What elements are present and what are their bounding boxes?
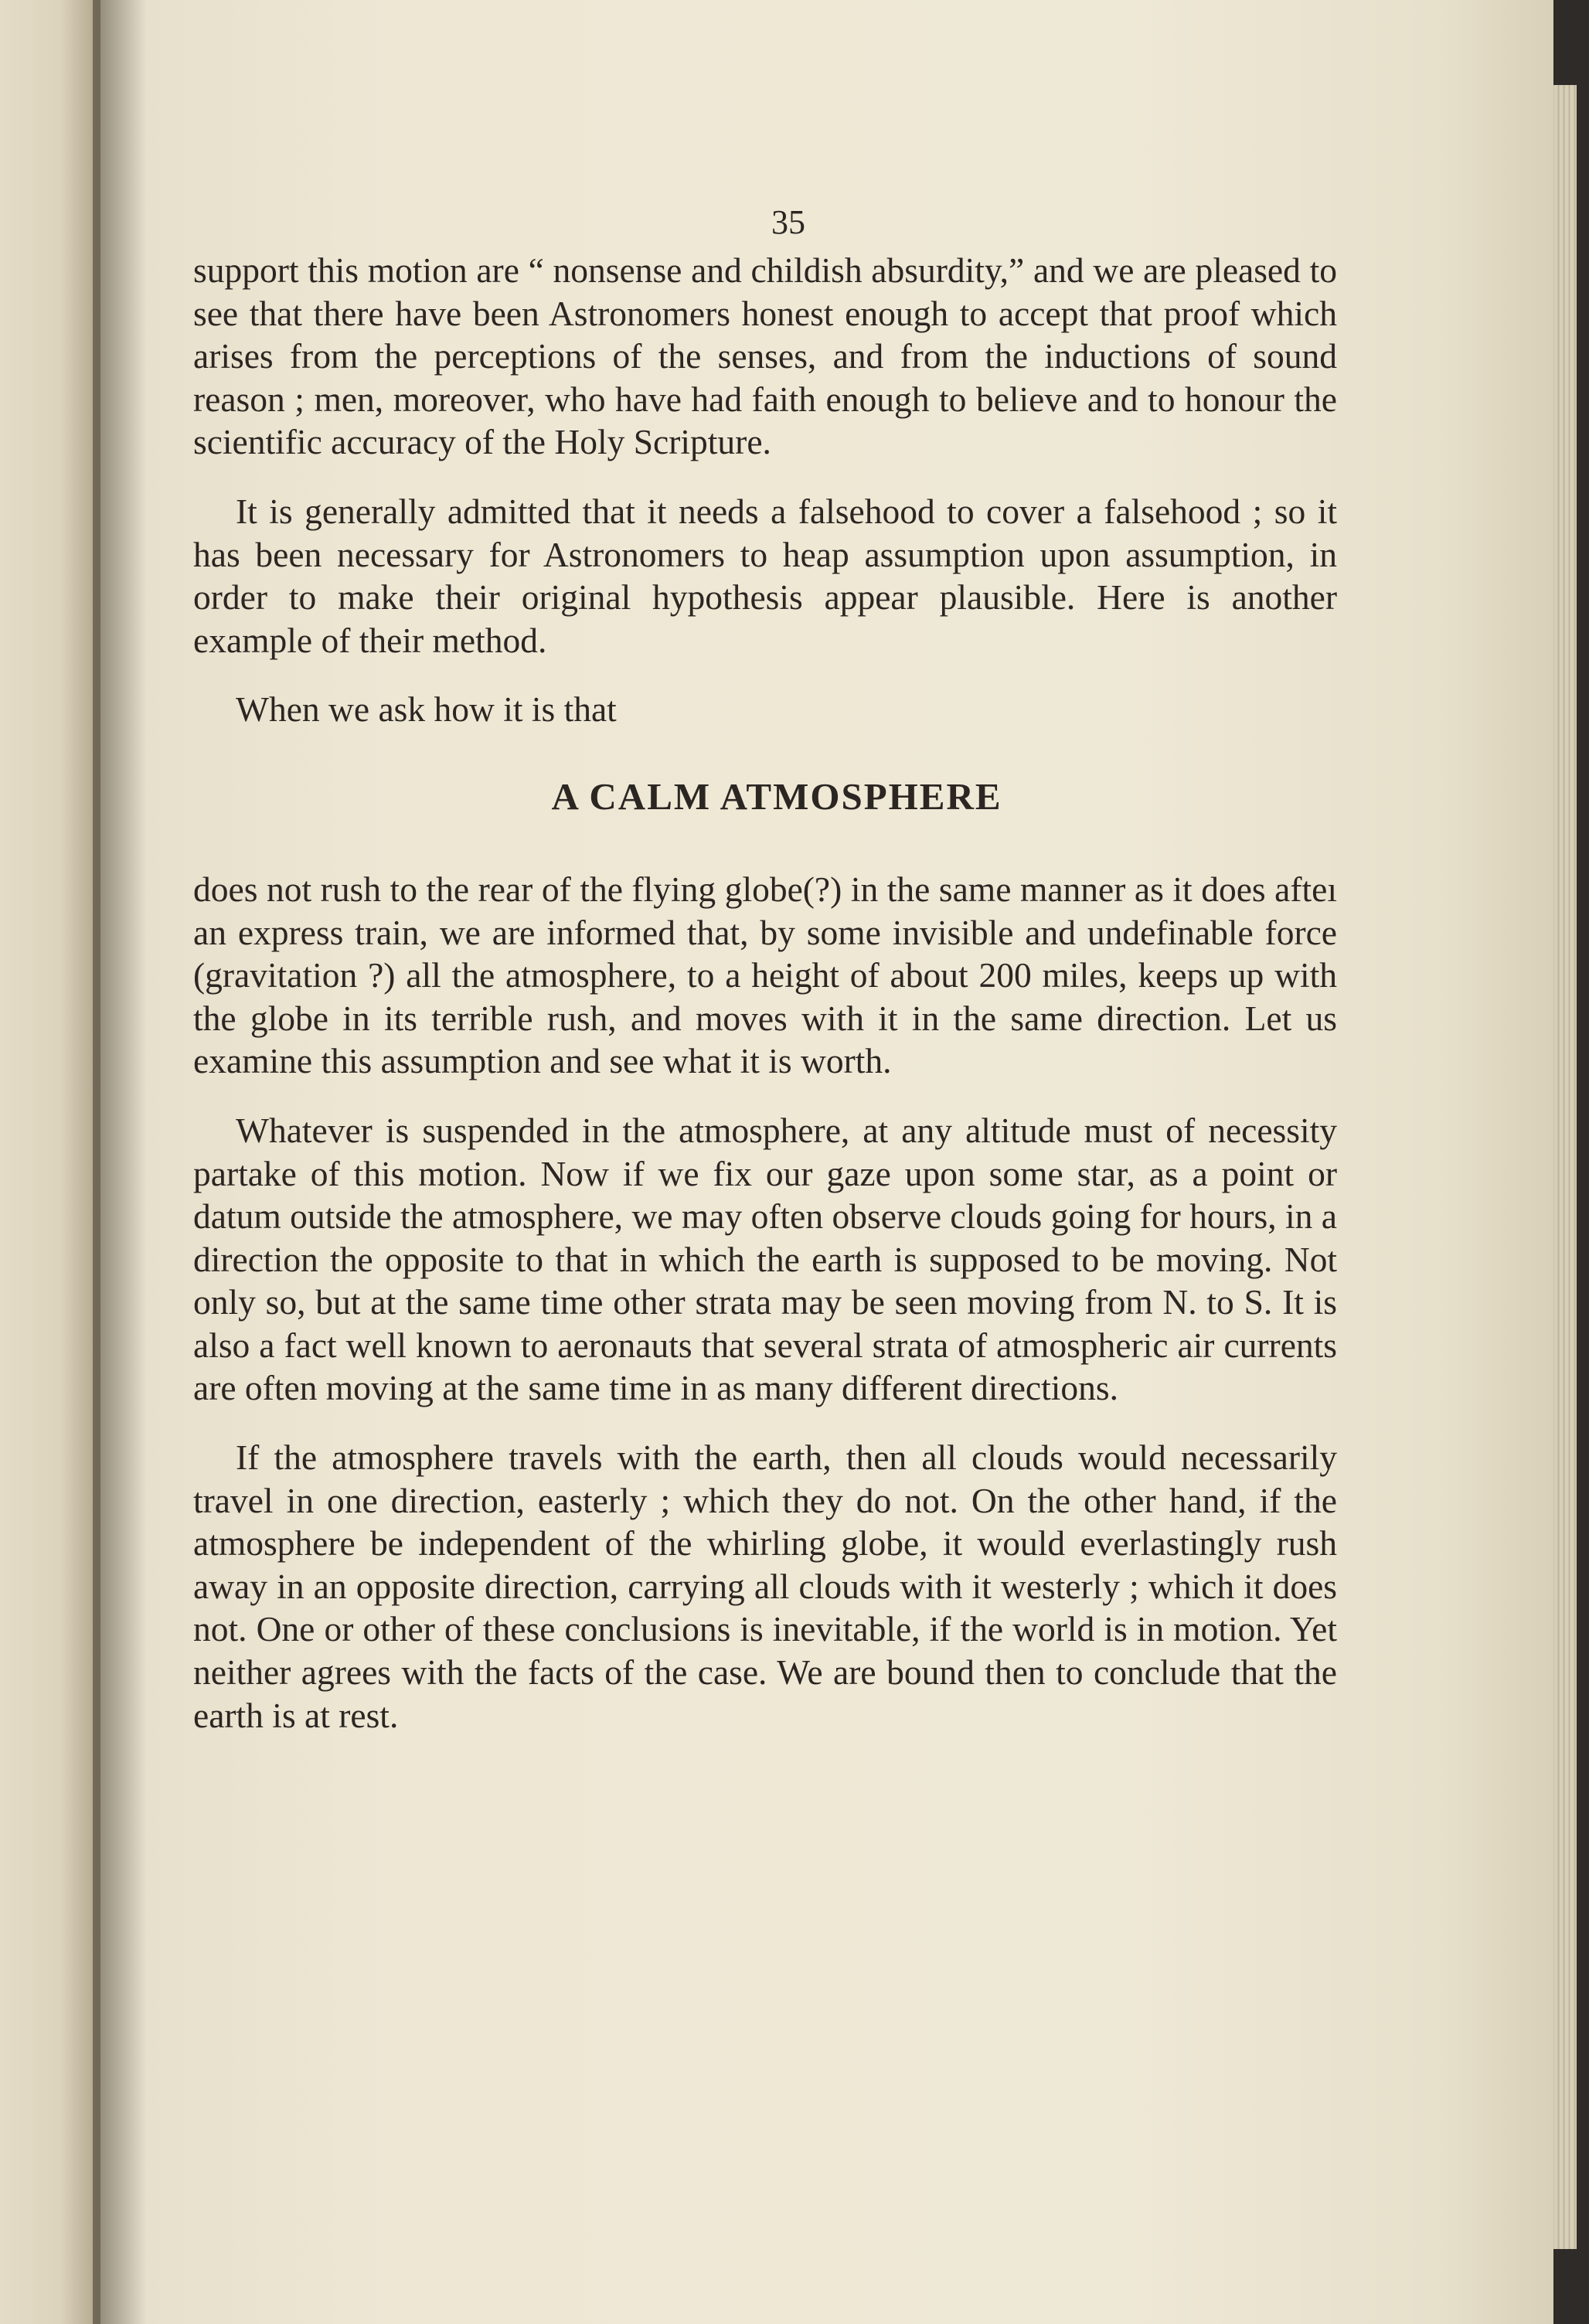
paragraph-5: Whatever is suspended in the atmosphere, at any altitude must of necessity partake of this motion. Now if we fix our gaze upon some star, as a point or datum outside the atmosphere, we may often observe clouds going for hours, in a direction the opposite to that in which the earth is supposed to be moving. Not only so, but at the same time other strata may be seen moving from N. to S. It is also a fact well known to aeronauts that several strata of atmospheric air currents are often moving at the same time in as many different directions. xyxy=(193,1110,1337,1408)
paragraph-2: It is generally admitted that it needs a falsehood to cover a falsehood ; so it has been necessary for Astronomers to heap assumption upon assumption, in order to make their original hypothesis appear plausible. Here is another example of their method. xyxy=(193,491,1337,660)
paragraph-1: support this motion are “ nonsense and childish absurdity,” and we are pleased to see that there have been Astronomers honest enough to accept that proof which arises from the perceptions of the senses, and from the inductions of sound reason ; men, moreover, who have had faith enough to believe and to honour the scientific accuracy of the Holy Scripture. xyxy=(193,250,1337,462)
facing-page-edge xyxy=(0,0,108,2324)
page-number: 35 xyxy=(771,203,805,241)
page-text xyxy=(193,202,1337,1763)
spine-shadow xyxy=(93,0,147,2324)
paragraph-4: does not rush to the rear of the flying globe(?) in the same manner as it does afteı an express train, we are informed that, by some invisible and undefinable force (gravitation ?) all the atmosphere, to a height of about 200 miles, keeps up with the globe in its terrible rush, and moves with it in the same direction. Let us examine this assumption and see what it is worth. xyxy=(193,869,1337,1081)
paragraph-3: When we ask how it is that xyxy=(236,689,617,730)
section-heading: A CALM ATMOSPHERE xyxy=(551,774,1002,818)
paragraph-6: If the atmosphere travels with the earth, then all clouds would necessarily travel in one direction, easterly ; which they do not. On the other hand, if the atmosphere be independent of the whirling globe, it would everlastingly rush away in an opposite direction, carrying all clouds with it westerly ; which it does not. One or other of these conclusions is inevitable, if the world is in motion. Yet neither agrees with the facts of the case. We are bound then to conclude that the earth is at rest. xyxy=(193,1438,1337,1735)
